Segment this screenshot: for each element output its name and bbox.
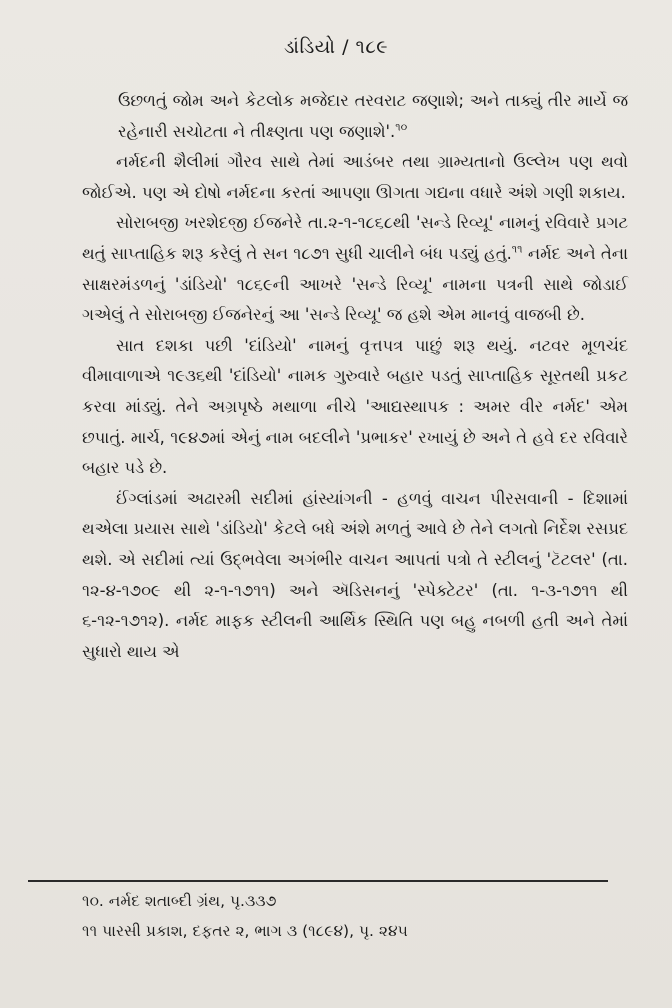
- footnote-ref-10[interactable]: ૧૦: [395, 120, 408, 134]
- paragraph-text: સોરાબજી ખરશેદજી ઈજનેરે તા.૨-૧-૧૮૬૮થી 'સન્ડે રિવ્યૂ' નામનું રવિવારે પ્રગટ થતું સાપ્તાહિક શરૂ કરેલું તે સન ૧૮૭૧ સુધી ચાલીને બંધ પડ્યું હતું.: [82, 213, 628, 263]
- footnote: ૧૦. નર્મદ શતાબ્દી ગ્રંથ, પૃ.૩૩૭: [82, 892, 277, 910]
- paragraph-text: નર્મદ અને તેના સાક્ષરમંડળનું 'ડાંડિયો' ૧૮૬૯ની આખરે 'સન્ડે રિવ્યૂ' નામના પત્રની સાથે જોડાઈ ગએલું તે સોરાબજી ઈજનેરનું આ 'સન્ડે રિવ્યૂ' જ હશે એમ માનવું વાજબી છે.: [82, 243, 628, 325]
- footnote-divider: [28, 880, 608, 882]
- paragraph: સાત દશકા પછી 'દાંડિયો' નામનું વૃત્તપત્ર પાછું શરૂ થયું. નટવર મૂળચંદ વીમાવાળાએ ૧૯૩૬થી 'દાંડિયો' નામક ગુરુવારે બહાર પડતું સાપ્તાહિક સૂરતથી પ્રકટ કરવા માંડ્યું. તેને અગ્રપૃષ્ઠે મથાળા નીચે 'આદ્યસ્થાપક : અમર વીર નર્મદ' એમ છપાતું. માર્ચ, ૧૯૪૭માં એનું નામ બદલીને 'પ્રભાકર' રખાયું છે અને તે હવે દર રવિવારે બહાર પડે છે.: [82, 335, 628, 478]
- paragraph: [82, 208, 628, 330]
- paragraph: ઈંગ્લાંડમાં અઢારમી સદીમાં હાંસ્યાંગની - હળવું વાચન પીરસવાની - દિશામાં થએલા પ્રયાસ સાથે 'ડાંડિયો' કેટલે બધે અંશે મળતું આવે છે તેને લગતો નિર્દેશ રસપ્રદ થશે. એ સદીમાં ત્યાં ઉદ્ભવેલા અગંભીર વાચન આપતાં પત્રો તે સ્ટીલનું 'ટૅટલર' (તા. ૧૨-૪-૧૭૦૯ થી ૨-૧-૧૭૧૧) અને ઍડિસનનું 'સ્પેક્ટેટર' (તા. ૧-૩-૧૭૧૧ થી ૬-૧૨-૧૭૧૨). નર્મદ માફક સ્ટીલની આર્થિક સ્થિતિ પણ બહુ નબળી હતી અને તેમાં સુધારો થાય એ: [82, 488, 628, 661]
- paragraph: નર્મદની શૈલીમાં ગૌરવ સાથે તેમાં આડંબર તથા ગ્રામ્યતાનો ઉલ્લેખ પણ થવો જોઈએ. પણ એ દોષો નર્મદના કરતાં આપણા ઊગતા ગદ્યના વધારે અંશે ગણી શકાય.: [82, 152, 628, 202]
- quote-paragraph: [118, 86, 628, 147]
- body-text: [82, 86, 628, 667]
- footnote: ૧૧ પારસી પ્રકાશ, દફતર ૨, ભાગ ૩ (૧૮૯૪), પૃ. ૨૪૫: [82, 922, 408, 940]
- running-head: ડાંડિયો / ૧૮૯: [283, 36, 389, 58]
- paragraph-text: ઉછળતું જોમ અને કેટલોક મજેદાર તરવરાટ જણાશે; અને તાક્યું તીર માર્યે જ રહેનારી સચોટતા ને તીક્ષ્ણતા પણ જણાશે'.: [118, 91, 628, 141]
- footnote-ref-11[interactable]: ૧૧: [511, 242, 523, 256]
- footnotes: [82, 886, 602, 946]
